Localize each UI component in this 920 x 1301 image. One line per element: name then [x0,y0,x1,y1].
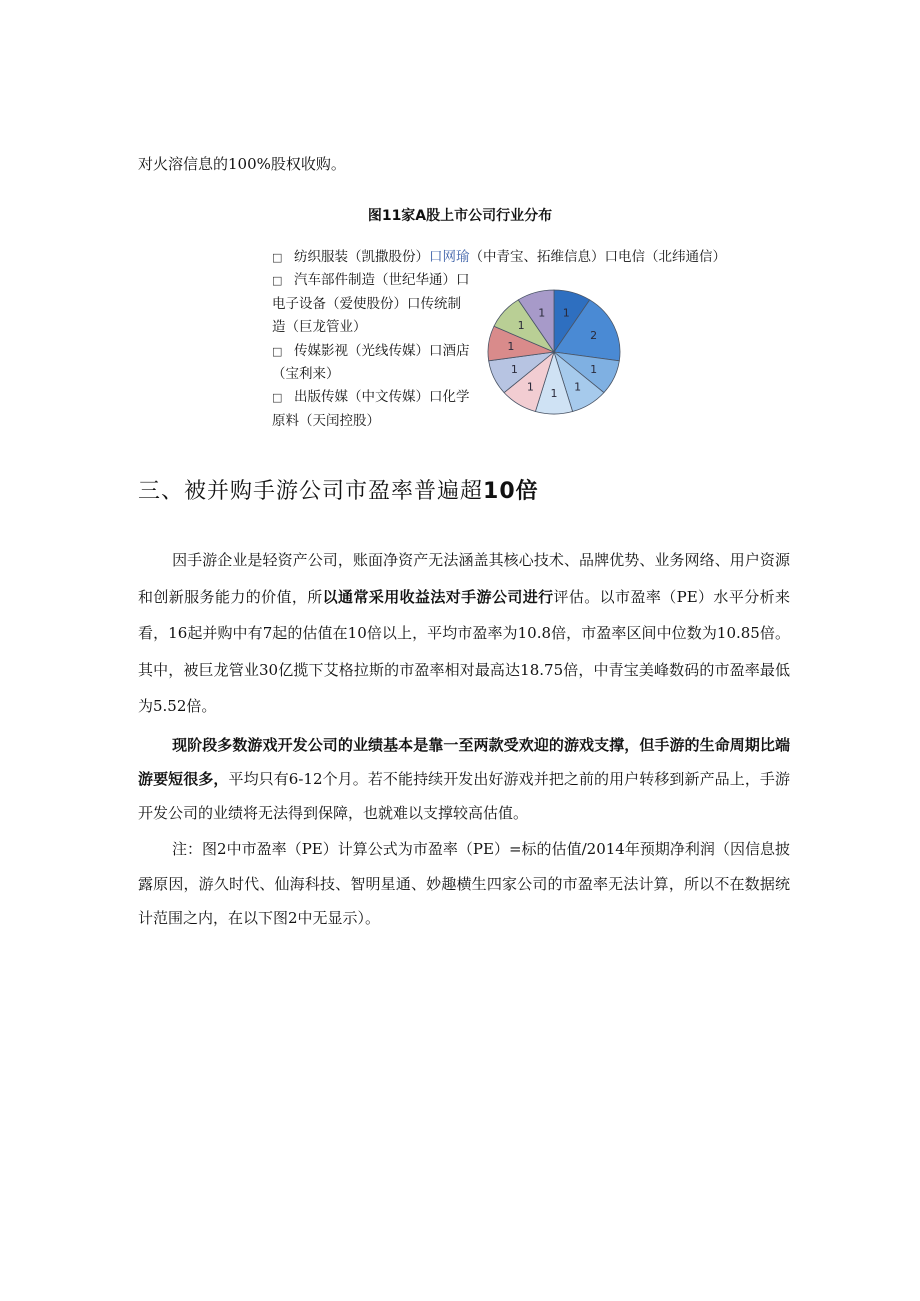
section-heading [138,474,539,505]
p1-text-c: 评估。以市盈率（PE）水平分析来看，16起并购中有7起的估值在10倍以上，平均市盈率为10.8倍，市盈率区间中位数为10.85倍。其中，被巨龙管业30亿揽下艾格拉斯的市盈率相对最高达18.75倍，中青宝美峰数码的市盈率最低为5.52倍。 [138,587,790,715]
legend-text-2: 汽车部件制造（世纪华通）口 [294,272,470,289]
legend-row-1 [272,246,742,269]
legend-bullet-1: □ [272,251,283,264]
intro-line: 对火溶信息的100%股权收购。 [138,155,346,173]
pie-data-label: 1 [510,363,518,376]
legend-bullet-4: □ [272,391,283,405]
legend-text-1c: （中青宝、拓维信息）口电信（北纬通信） [469,249,726,265]
legend-text-5: 传媒影视（光线传媒）口酒店 [294,342,470,359]
legend-text-1b: 口网瑜 [429,249,470,265]
pie-data-label: 1 [507,340,515,354]
legend-text-1a: 纺织服装（凯撒股份） [294,249,429,265]
figure-title: 图11家A股上市公司行业分布 [367,208,553,224]
pie-chart [486,288,622,416]
pie-data-label: 1 [526,380,534,394]
p1-text-bold: 以通常采用收益法对手游公司进行 [322,587,554,606]
legend-row-6: （宝利来） [272,366,340,383]
legend-row-3: 电子设备（爱使股份）口传统制 [272,295,461,312]
heading-text: 三、被并购手游公司市盈率普遍超 [138,479,484,504]
legend-row-4: 造（巨龙管业） [272,319,367,336]
paragraph-1 [138,542,790,725]
legend-row-8: 原料（天闰控股） [272,412,380,429]
p1-text-a: 因手游企业是轻资产公司，账面净资产无法涵盖其核心技术、品牌优势、业务网络、用户资源和创新服务能力的价值，所 [138,551,790,606]
legend-bullet-2: □ [272,274,283,288]
pie-data-label: 2 [590,329,598,342]
pie-data-label: 1 [574,380,582,394]
p2-text-bold: 现阶段多数游戏开发公司的业绩基本是靠一至两款受欢迎的游戏支撑，但手游的生命周期比端游要短很多， [138,736,790,788]
paragraph-2 [138,728,790,830]
pie-data-label: 1 [550,386,558,400]
p2-text-rest: 平均只有6-12个月。若不能持续开发出好游戏并把之前的用户转移到新产品上，手游开发公司的业绩将无法得到保障，也就难以支撑较高估值。 [138,770,790,822]
pie-data-label: 1 [538,306,546,320]
paragraph-3 [138,832,790,936]
heading-bold: 10倍 [483,479,539,504]
pie-data-label: 1 [517,319,525,333]
pie-data-label: 1 [590,363,598,376]
p3-text: 注：图2中市盈率（PE）计算公式为市盈率（PE）=标的估值/2014年预期净利润（因信息披露原因，游久时代、仙海科技、智明星通、妙趣横生四家公司的市盈率无法计算，所以不在数据统计范围之内，在以下图2中无显示）。 [138,840,790,927]
pie-data-label: 1 [562,306,570,320]
legend-bullet-3: □ [272,344,283,358]
legend-text-7: 出版传媒（中文传媒）口化学 [294,389,470,406]
